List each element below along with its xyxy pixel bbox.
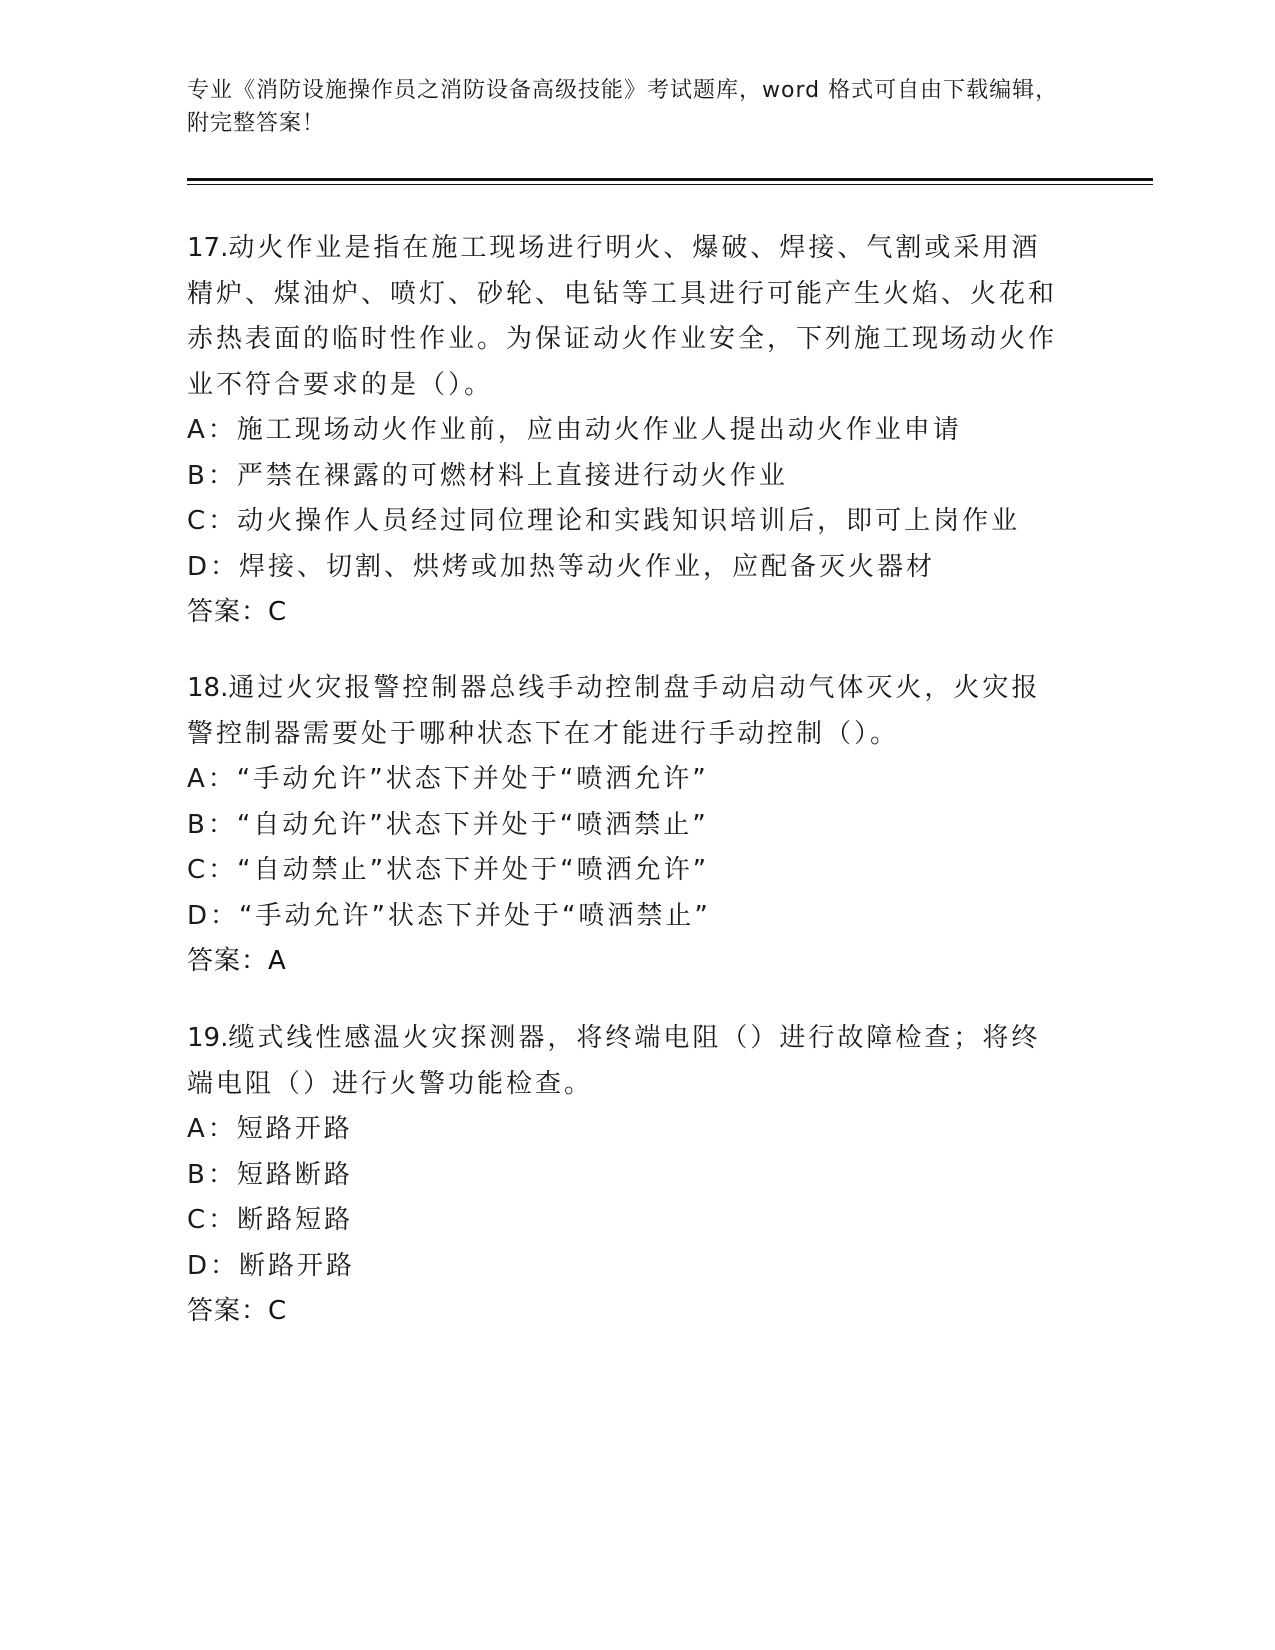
option-c: C：动火操作人员经过同位理论和实践知识培训后，即可上岗作业 [187, 506, 1021, 536]
answer-value: C [268, 597, 287, 627]
option-d: D：断路开路 [187, 1250, 356, 1281]
option-a: A：施工现场动火作业前，应由动火作业人提出动火作业申请 [187, 415, 962, 445]
option-a: A：短路开路 [187, 1114, 353, 1144]
question-17 [187, 226, 1067, 636]
option-d: D：焊接、切割、烘烤或加热等动火作业，应配备灭火器材 [187, 551, 936, 582]
question-18 [187, 666, 1067, 985]
question-text: 缆式线性感温火灾探测器，将终端电阻（）进行故障检查；将终端电阻（）进行火警功能检查。 [187, 1023, 1041, 1099]
header-divider-thin [187, 184, 1153, 185]
document-header: 专业《消防设施操作员之消防设备高级技能》考试题库，word 格式可自由下载编辑，附完整答案！ [187, 78, 1059, 136]
question-19 [187, 1016, 1067, 1335]
answer-value: A [268, 946, 286, 976]
answer-label: 答案： [187, 1296, 269, 1326]
option-d: D：“手动允许”状态下并处于“喷洒禁止” [187, 900, 711, 931]
answer-label: 答案： [187, 946, 269, 976]
answer-line [187, 939, 1067, 985]
option-c: C：“自动禁止”状态下并处于“喷洒允许” [187, 855, 710, 885]
question-text: 动火作业是指在施工现场进行明火、爆破、焊接、气割或采用酒精炉、煤油炉、喷灯、砂轮、电钻等工具进行可能产生火焰、火花和赤热表面的临时性作业。为保证动火作业安全，下列施工现场动火作业不符合要求的是（）。 [187, 233, 1058, 400]
header-divider-thick [187, 178, 1153, 181]
question-number: 17. [187, 233, 229, 263]
option-a: A：“手动允许”状态下并处于“喷洒允许” [187, 764, 709, 794]
question-stem [187, 1016, 1067, 1107]
question-number: 18. [187, 673, 229, 703]
answer-label: 答案： [187, 597, 269, 627]
question-number: 19. [187, 1023, 229, 1053]
option-b: B：短路断路 [187, 1159, 353, 1190]
option-c: C：断路短路 [187, 1205, 354, 1235]
question-stem [187, 666, 1067, 757]
question-stem [187, 226, 1067, 408]
answer-value: C [268, 1296, 287, 1326]
answer-line [187, 1289, 1067, 1335]
option-b: B：严禁在裸露的可燃材料上直接进行动火作业 [187, 460, 788, 491]
question-text: 通过火灾报警控制器总线手动控制盘手动启动气体灭火，火灾报警控制器需要处于哪种状态下在才能进行手动控制（）。 [187, 673, 1041, 749]
answer-line [187, 590, 1067, 636]
option-b: B：“自动允许”状态下并处于“喷洒禁止” [187, 809, 709, 840]
